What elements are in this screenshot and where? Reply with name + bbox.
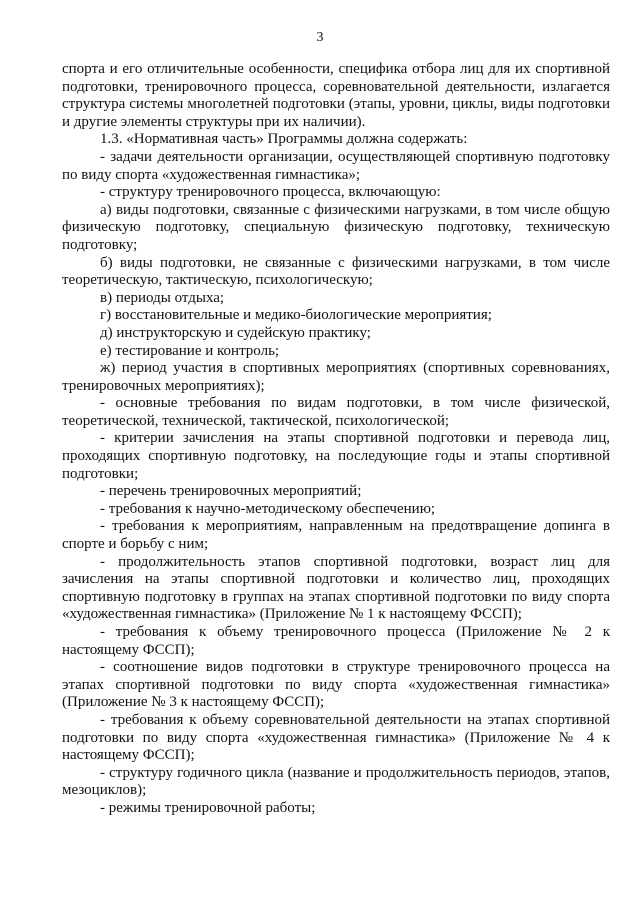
paragraph: б) виды подготовки, не связанные с физическими нагрузками, в том числе теоретическую, тактическую, психологическую; [62, 254, 610, 289]
paragraph: - требования к мероприятиям, направленным на предотвращение допинга в спорте и борьбу с ним; [62, 518, 610, 553]
paragraph: - основные требования по видам подготовки, в том числе физической, теоретической, технической, тактической, психологической; [62, 395, 610, 429]
paragraph: - требования к объему соревновательной деятельности на этапах спортивной подготовки по виду спорта «художественная гимнастика» (Приложение № 4 к настоящему ФССП); [62, 711, 610, 764]
paragraph: г) восстановительные и медико-биологические мероприятия; [100, 307, 492, 324]
paragraph: д) инструкторскую и судейскую практику; [100, 324, 371, 341]
paragraph: а) виды подготовки, связанные с физическими нагрузками, в том числе общую физическую подготовку, специальную физическую подготовку, техническую подготовку; [62, 201, 610, 253]
paragraph: - режимы тренировочной работы; [100, 799, 316, 816]
paragraph: е) тестирование и контроль; [100, 342, 280, 359]
paragraph: - структуру годичного цикла (название и продолжительность периодов, этапов, мезоциклов); [62, 764, 610, 799]
paragraph: спорта и его отличительные особенности, специфика отбора лиц для их спортивной подготовки, тренировочного процесса, соревновательной деятельности, излагается структура системы многолетней подготовки (этапы, уровни, циклы, виды подготовки и другие элементы структуры при их наличии). [62, 61, 610, 130]
paragraph: - перечень тренировочных мероприятий; [100, 483, 362, 500]
paragraph: - требования к научно-методическому обеспечению; [100, 500, 436, 517]
paragraph: ж) период участия в спортивных мероприятиях (спортивных соревнованиях, тренировочных мероприятиях); [62, 360, 610, 394]
paragraph: - задачи деятельности организации, осуществляющей спортивную подготовку по виду спорта «художественная гимнастика»; [62, 148, 610, 183]
paragraph: - требования к объему тренировочного процесса (Приложение № 2 к настоящему ФССП); [62, 624, 610, 658]
paragraph: - критерии зачисления на этапы спортивной подготовки и перевода лиц, проходящих спортивную подготовку, на последующие годы и этапы спортивной подготовки; [62, 430, 610, 482]
document-body [62, 61, 610, 818]
paragraph: - структуру тренировочного процесса, включающую: [100, 184, 441, 201]
paragraph: в) периоды отдыха; [100, 289, 225, 306]
paragraph: 1.3. «Нормативная часть» Программы должна содержать: [100, 131, 468, 148]
page-number: 3 [316, 30, 324, 45]
paragraph: - продолжительность этапов спортивной подготовки, возраст лиц для зачисления на этапы спортивной подготовки и количество лиц, проходящих спортивную подготовку в группах на этапах спортивной подготовки по виду спорта «художественная гимнастика» (Приложение № 1 к настоящему ФССП); [62, 553, 610, 623]
paragraph: - соотношение видов подготовки в структуре тренировочного процесса на этапах спортивной подготовки по виду спорта «художественная гимнастика» (Приложение № 3 к настоящему ФССП); [62, 659, 610, 711]
